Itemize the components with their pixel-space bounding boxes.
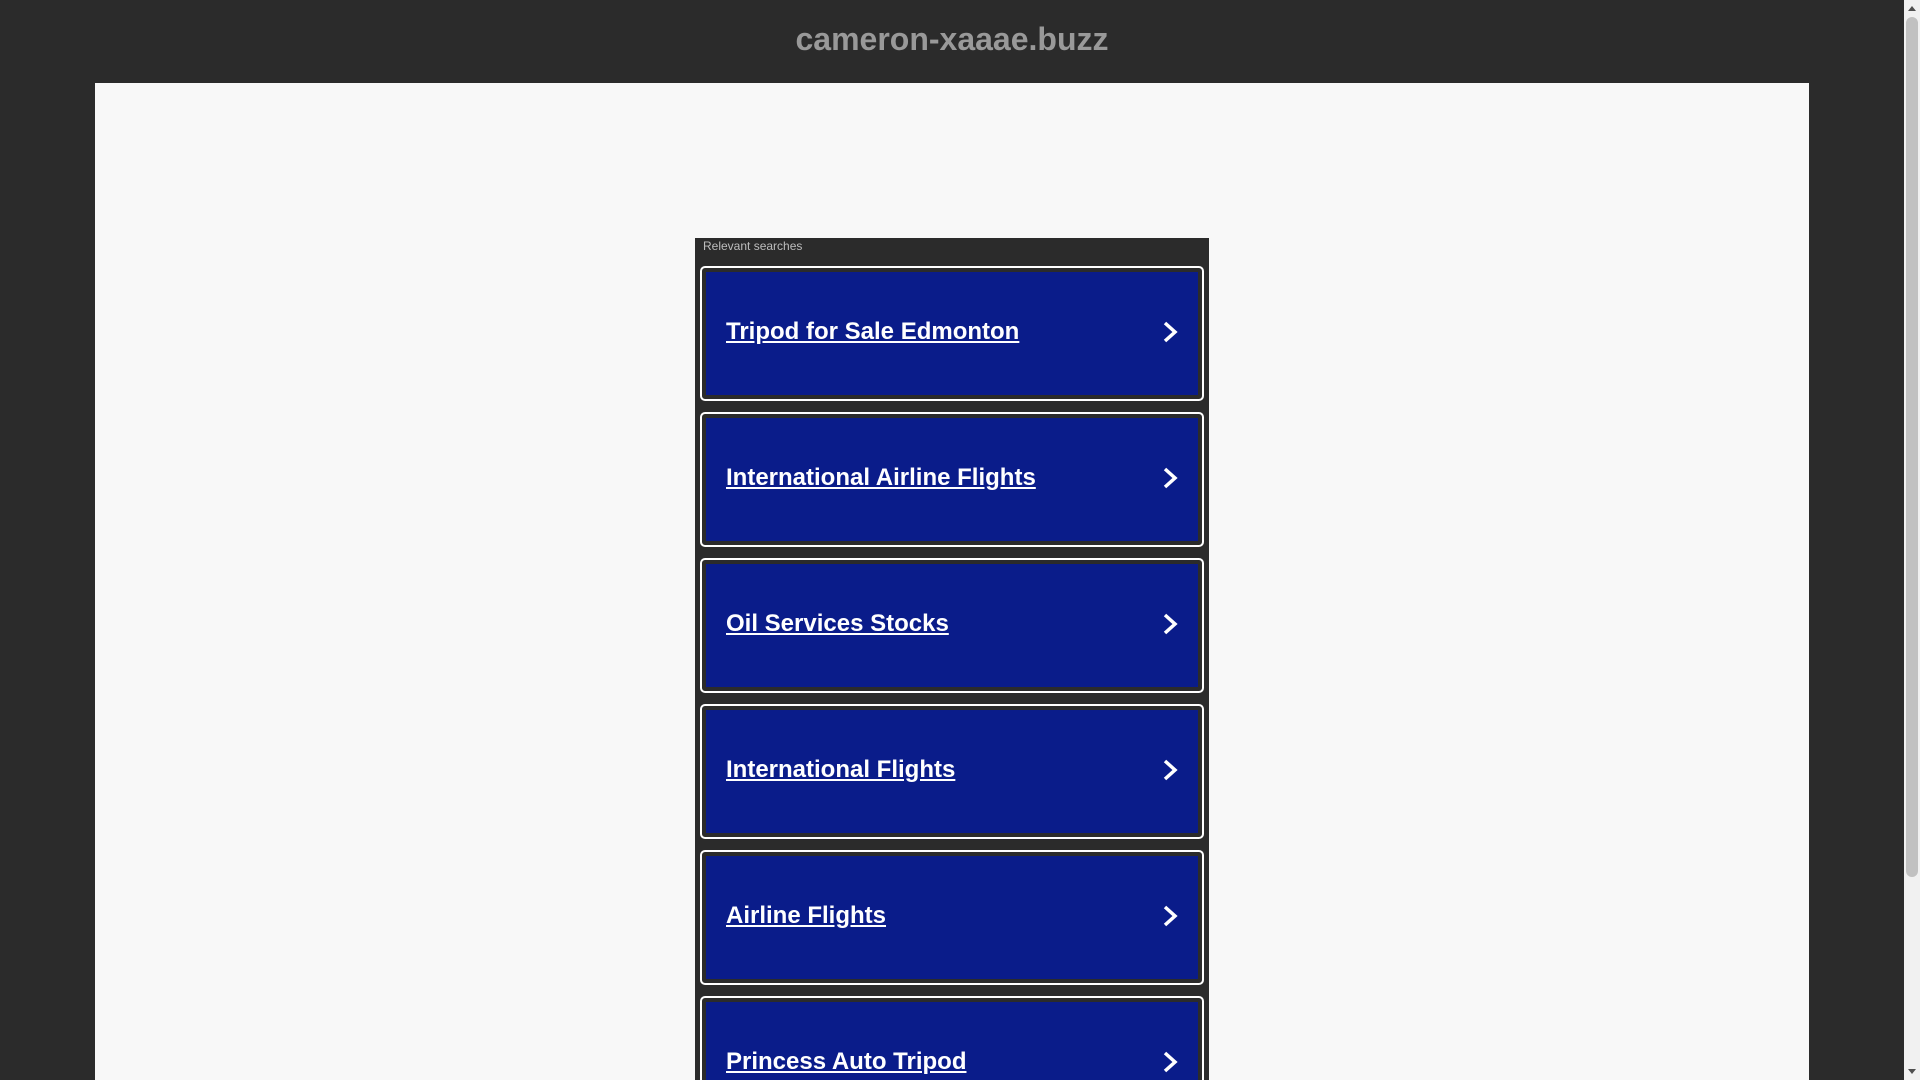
vertical-scrollbar[interactable] — [1904, 0, 1920, 1080]
search-link-international-flights[interactable] — [700, 704, 1204, 839]
scrollbar-thumb[interactable] — [1906, 17, 1918, 877]
search-link-label[interactable]: International Airline Flights — [726, 463, 1036, 491]
content-container — [95, 83, 1809, 1080]
search-link-inner — [706, 272, 1198, 395]
chevron-right-icon — [1160, 612, 1180, 636]
chevron-right-icon — [1160, 320, 1180, 344]
header — [0, 0, 1904, 82]
search-link-princess-auto-tripod[interactable] — [700, 996, 1204, 1080]
search-link-label[interactable]: Tripod for Sale Edmonton — [726, 317, 1020, 345]
related-searches-box — [695, 238, 1209, 1080]
search-link-inner — [706, 564, 1198, 687]
search-link-inner — [706, 1002, 1198, 1080]
search-link-label[interactable]: Airline Flights — [726, 901, 887, 929]
search-link-label[interactable]: International Flights — [726, 755, 956, 783]
search-link-tripod-for-sale-edmonton[interactable] — [700, 266, 1204, 401]
chevron-right-icon — [1160, 758, 1180, 782]
chevron-right-icon — [1160, 466, 1180, 490]
search-link-inner — [706, 418, 1198, 541]
search-link-airline-flights[interactable] — [700, 850, 1204, 985]
scroll-down-arrow-icon[interactable] — [1904, 1063, 1920, 1080]
scroll-up-arrow-icon[interactable] — [1904, 0, 1920, 17]
related-searches-label: Relevant searches — [703, 239, 803, 253]
search-link-label[interactable]: Princess Auto Tripod — [726, 1047, 967, 1075]
search-link-label[interactable]: Oil Services Stocks — [726, 609, 949, 637]
search-link-inner — [706, 856, 1198, 979]
search-link-inner — [706, 710, 1198, 833]
chevron-right-icon — [1160, 904, 1180, 928]
chevron-right-icon — [1160, 1050, 1180, 1074]
search-link-international-airline-flights[interactable] — [700, 412, 1204, 547]
site-title: cameron-xaaae.buzz — [795, 20, 1109, 57]
search-link-oil-services-stocks[interactable] — [700, 558, 1204, 693]
